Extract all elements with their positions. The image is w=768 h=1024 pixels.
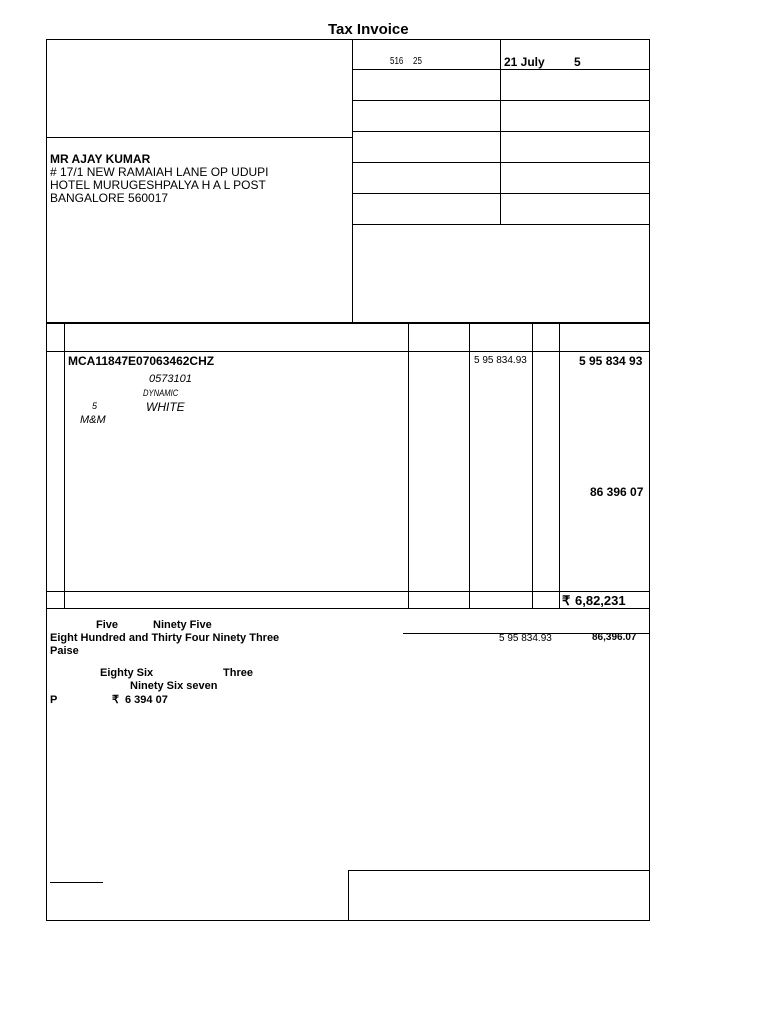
words-line6-b: 6 394 07: [125, 694, 168, 706]
items-col-divider: [559, 323, 560, 608]
header-grid-row-6: [352, 224, 650, 225]
words-line1-a: Five: [96, 619, 119, 631]
words-line1-b: Ninety Five: [153, 619, 212, 631]
signature-line: [50, 882, 103, 883]
invoice-date-suffix: 5: [574, 55, 581, 69]
item-model-no: 0573101: [149, 373, 192, 385]
buyer-address-line: HOTEL MURUGESHPALYA H A L POST: [50, 178, 266, 192]
header-grid-row-5: [352, 193, 650, 194]
item-qty-small: 5: [92, 401, 98, 411]
words-line3: Paise: [50, 645, 79, 657]
words-line2: Eight Hundred and Thirty Four Ninety Three: [50, 632, 280, 644]
item-code: MCA11847E07063462CHZ: [68, 354, 215, 368]
header-grid-row-4: [352, 162, 650, 163]
item-rate: 5 95 834.93: [474, 355, 527, 366]
header-grid-row-3: [352, 131, 650, 132]
items-col-divider: [469, 323, 470, 608]
item-amount: 5 95 834 93: [579, 354, 643, 368]
words-line4-b: Three: [223, 667, 253, 679]
item-tax-amount: 86 396 07: [590, 485, 644, 499]
grand-total: 6,82,231: [575, 593, 626, 608]
invoice-number-part-2: 25: [413, 56, 422, 67]
items-col-divider: [532, 323, 533, 608]
words-line6-symbol: ₹: [112, 694, 119, 706]
invoice-date: 21 July: [504, 55, 545, 69]
item-variant: DYNAMIC: [143, 388, 179, 398]
items-col-divider: [408, 323, 409, 608]
rupee-symbol: ₹: [562, 593, 571, 608]
buyer-address-line: # 17/1 NEW RAMAIAH LANE OP UDUPI: [50, 165, 269, 179]
header-divider: [352, 39, 353, 324]
words-line4-a: Eighty Six: [100, 667, 154, 679]
buyer-address-line: BANGALORE 560017: [50, 191, 169, 205]
header-grid-row-2: [352, 100, 650, 101]
words-line6-a: P: [50, 694, 58, 706]
words-line5: Ninety Six seven: [130, 680, 218, 692]
items-table-bottom: [46, 608, 650, 609]
item-make: M&M: [80, 414, 106, 426]
buyer-name: MR AJAY KUMAR: [50, 152, 151, 166]
header-grid-row-1: [352, 69, 650, 70]
summary-tax: 86,396.07: [592, 632, 637, 643]
invoice-title: Tax Invoice: [328, 21, 409, 38]
items-col-divider: [64, 323, 65, 608]
item-color: WHITE: [146, 400, 185, 414]
summary-taxable: 5 95 834.93: [499, 633, 552, 644]
seller-buyer-divider: [46, 137, 352, 138]
invoice-number-part-1: 516: [390, 56, 404, 67]
signature-box: [348, 870, 650, 921]
